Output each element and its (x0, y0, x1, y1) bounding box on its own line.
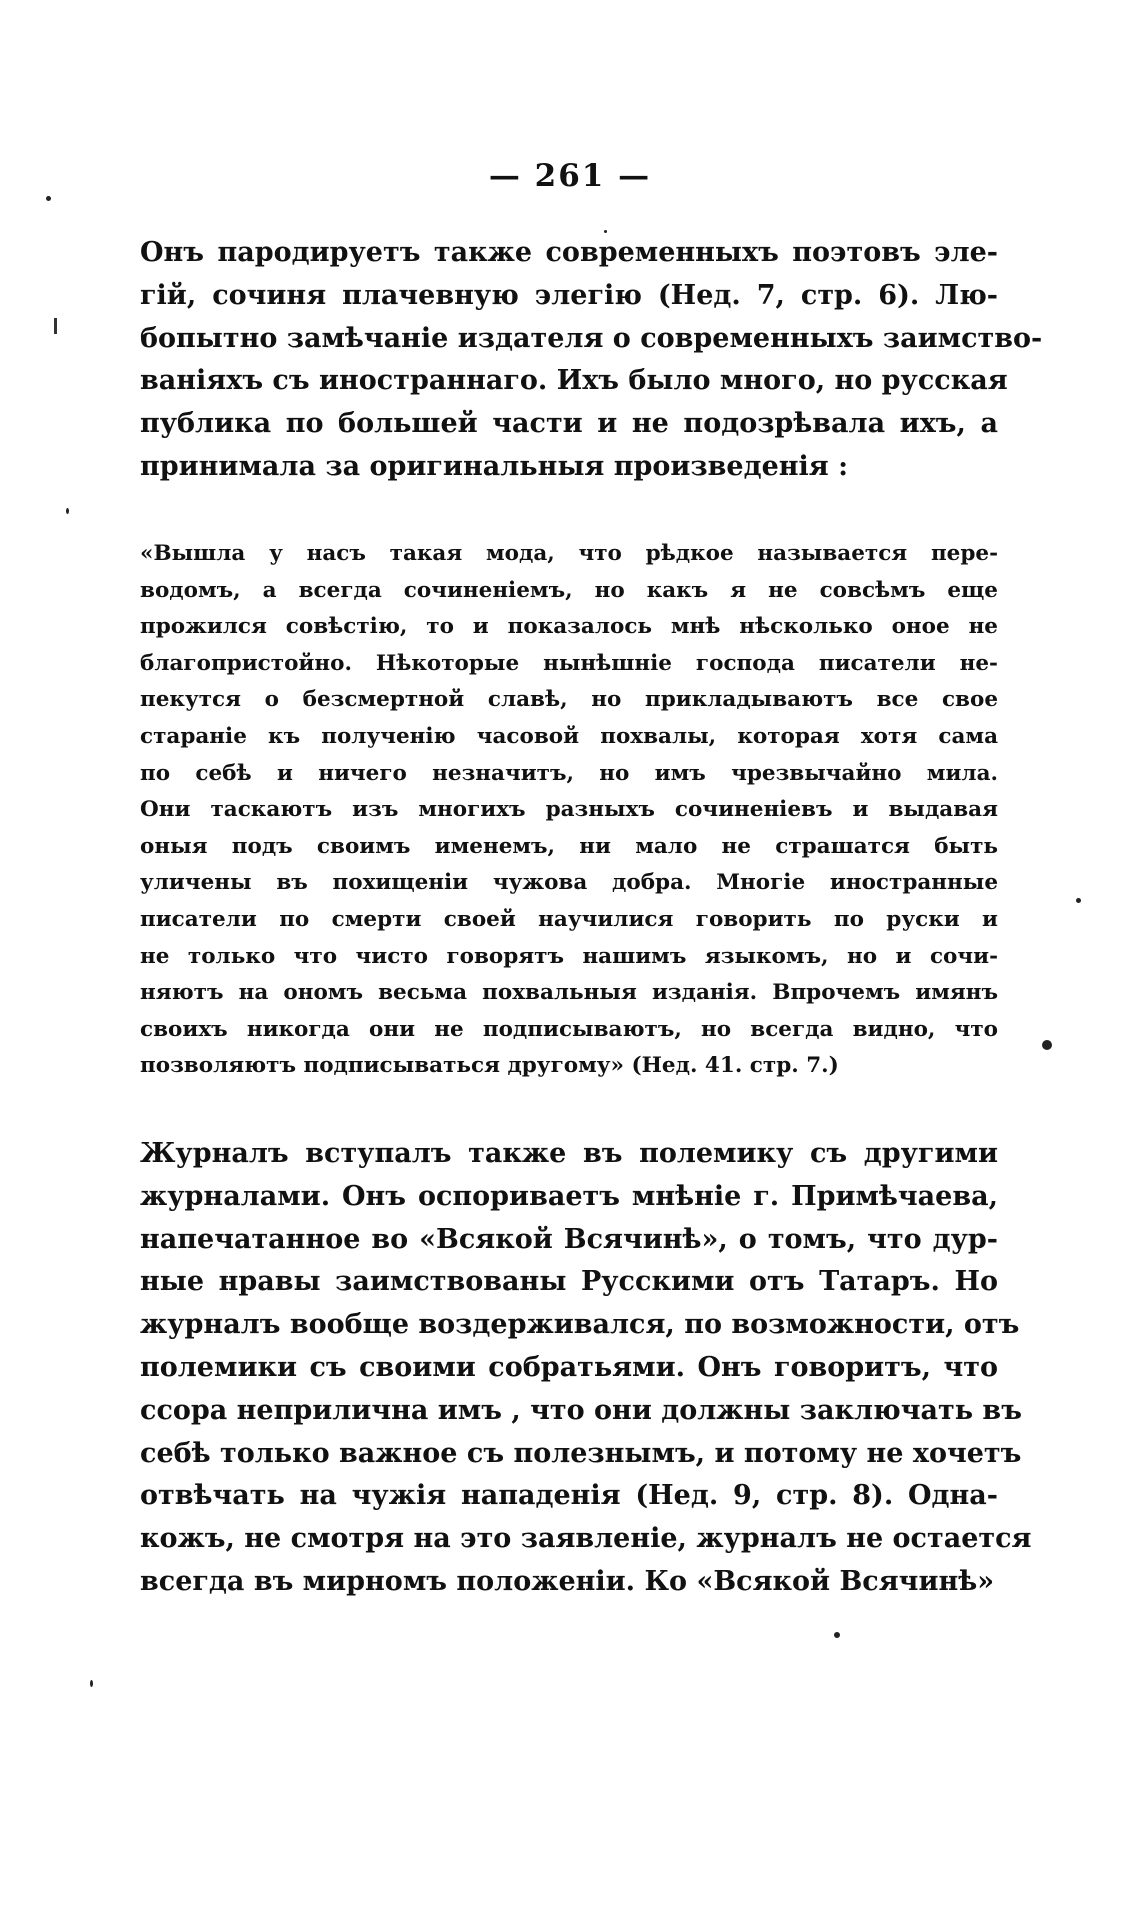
quote-line: по себѣ и ничего незначитъ, но имъ чрезвычайно мила. (140, 760, 998, 786)
quote-line: уличены въ похищеніи чужова добра. Многіе иностранные (140, 870, 998, 896)
text-line: ваніяхъ съ иностраннаго. Ихъ было много, но русская (140, 365, 1008, 397)
text-line: отвѣчать на чужія нападенія (Нед. 9, стр. 8). Одна- (140, 1480, 998, 1512)
quote-line: стараніе къ полученію часовой похвалы, которая хотя сама (140, 723, 998, 749)
quote-line: оныя подъ своимъ именемъ, ни мало не страшатся быть (140, 833, 998, 859)
quote-line: Они таскаютъ изъ многихъ разныхъ сочиненіевъ и выдавая (140, 797, 998, 823)
quote-line: «Вышла у насъ такая мода, что рѣдкое называется пере- (140, 541, 998, 566)
paragraph-1 (140, 232, 1043, 489)
scan-speck (834, 1632, 840, 1638)
quote-line: водомъ, а всегда сочиненіемъ, но какъ я не совсѣмъ еще (140, 577, 998, 603)
scan-speck (54, 318, 57, 334)
text-line: бопытно замѣчаніе издателя о современныхъ заимство- (140, 322, 1043, 354)
text-line: Онъ пародируетъ также современныхъ поэтовъ эле- (140, 237, 998, 268)
quote-line: позволяютъ подписываться другому» (Нед. 41. стр. 7.) (140, 1053, 839, 1079)
scan-speck (1076, 898, 1081, 903)
quote-line: своихъ никогда они не подписываютъ, но всегда видно, что (140, 1016, 998, 1042)
paragraph-3 (140, 1133, 1032, 1604)
quote-line: няютъ на ономъ весьма похвальныя изданія. Впрочемъ имянъ (140, 980, 998, 1006)
text-line: принимала за оригинальныя произведенія : (140, 450, 849, 482)
text-line: полемики съ своими собратьями. Онъ говоритъ, что (140, 1351, 998, 1383)
quote-line: благопристойно. Нѣкоторые нынѣшніе господа писатели не- (140, 650, 998, 676)
text-line: ссора неприлична имъ , что они должны заключать въ (140, 1394, 1022, 1426)
quote-line: писатели по смерти своей научилися говорить по руски и (140, 906, 998, 932)
text-line: кожъ, не смотря на это заявленіе, журналъ не остается (140, 1523, 1032, 1555)
scan-speck (1042, 1040, 1052, 1050)
text-line: себѣ только важное съ полезнымъ, и потому не хочетъ (140, 1437, 1022, 1469)
text-line: публика по большей части и не подозрѣвала ихъ, а (140, 408, 998, 440)
text-line: всегда въ мирномъ положеніи. Ко «Всякой Всячинѣ» (140, 1565, 995, 1597)
text-line: гій, сочиня плачевную элегію (Нед. 7, стр. 6). Лю- (140, 279, 998, 311)
text-line: ные нравы заимствованы Русскими отъ Татаръ. Но (140, 1266, 998, 1298)
text-line: журналами. Онъ оспориваетъ мнѣніе г. Примѣчаева, (140, 1180, 998, 1212)
scan-speck (46, 196, 51, 201)
block-quote (140, 536, 998, 1085)
text-line: Журналъ вступалъ также въ полемику съ другими (140, 1138, 998, 1169)
text-line: напечатанное во «Всякой Всячинѣ», о томъ, что дур- (140, 1223, 998, 1255)
page-number: — 261 — (488, 158, 652, 194)
scan-speck (604, 230, 607, 233)
quote-line: пекутся о безсмертной славѣ, но прикладываютъ все свое (140, 687, 998, 713)
scan-speck (66, 508, 69, 514)
quote-line: прожился совѣстію, то и показалось мнѣ нѣсколько оное не (140, 614, 998, 640)
scan-speck (90, 1680, 93, 1687)
text-line: журналъ вообще воздерживался, по возможности, отъ (140, 1309, 1020, 1341)
quote-line: не только что чисто говорятъ нашимъ языкомъ, но и сочи- (140, 943, 998, 969)
